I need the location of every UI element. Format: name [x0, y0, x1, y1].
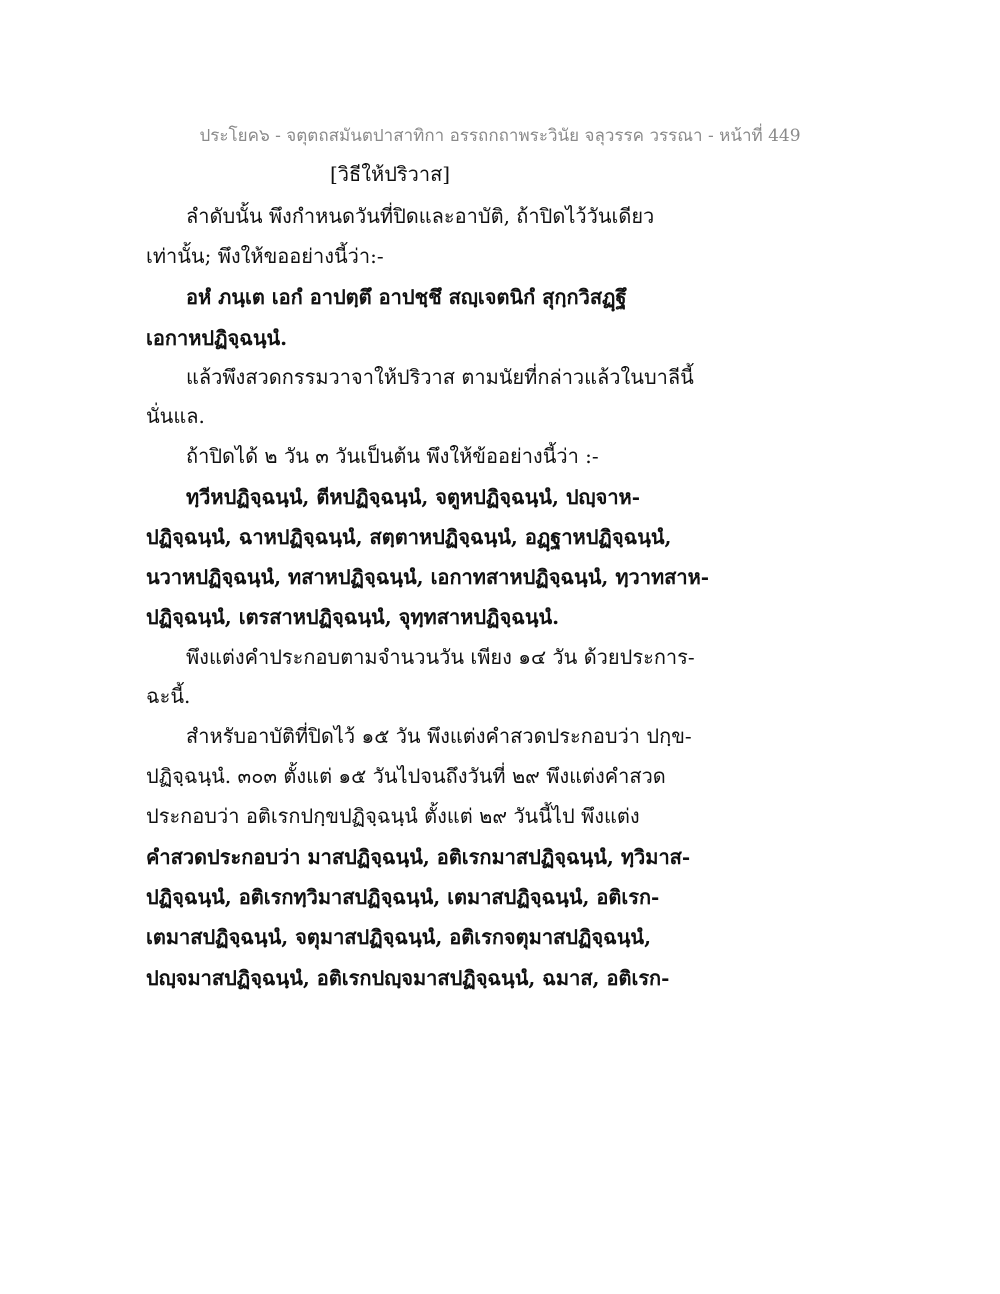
pali-line: ปฏิจฺฉนฺนํ, เตรสาหปฏิจฺฉนฺนํ, จุทฺทสาหปฏิจฺฉนฺนํ.: [146, 605, 560, 629]
pali-line: นวาหปฏิจฺฉนฺนํ, ทสาหปฏิจฺฉนฺนํ, เอกาทสาหปฏิจฺฉนฺนํ, ทฺวาทสาห-: [146, 565, 710, 589]
pali-line: ทฺวีหปฏิจฺฉนฺนํ, ตีหปฏิจฺฉนฺนํ, จตูหปฏิจฺฉนฺนํ, ปญฺจาห-: [186, 485, 641, 509]
body-line: นั่นแล.: [146, 404, 205, 428]
pali-line: เตมาสปฏิจฺฉนฺนํ, จตุมาสปฏิจฺฉนฺนํ, อติเรกจตุมาสปฏิจฺฉนฺนํ,: [146, 925, 652, 949]
section-title: [วิธีให้ปริวาส]: [330, 162, 451, 186]
body-line: สำหรับอาบัติที่ปิดไว้ ๑๕ วัน พึงแต่งคำสวดประกอบว่า ปกฺข-: [186, 724, 692, 748]
pali-line: ปญฺจมาสปฏิจฺฉนฺนํ, อติเรกปญฺจมาสปฏิจฺฉนฺนํ, ฉมาส, อติเรก-: [146, 966, 670, 990]
body-line: แล้วพึงสวดกรรมวาจาให้ปริวาส ตามนัยที่กล่าวแล้วในบาลีนี้: [186, 365, 694, 389]
pali-line: อหํ ภนฺเต เอกํ อาปตฺตึ อาปชฺชึ สญฺเจตนิกํ สุกฺกวิสฏฺฐึ: [186, 285, 627, 309]
body-line: พึงแต่งคำประกอบตามจำนวนวัน เพียง ๑๔ วัน ด้วยประการ-: [186, 645, 695, 669]
body-line: ถ้าปิดได้ ๒ วัน ๓ วันเป็นต้น พึงให้ข้ออย่างนี้ว่า :-: [186, 444, 599, 468]
pali-line: เอกาหปฏิจฺฉนฺนํ.: [146, 326, 288, 350]
pali-line: ปฏิจฺฉนฺนํ, อติเรกทฺวิมาสปฏิจฺฉนฺนํ, เตมาสปฏิจฺฉนฺนํ, อติเรก-: [146, 885, 660, 909]
body-line: เท่านั้น; พึงให้ขออย่างนี้ว่า:-: [146, 244, 384, 268]
body-line: ปฏิจฺฉนฺนํ. ๓๐๓ ตั้งแต่ ๑๕ วันไปจนถึงวันที่ ๒๙ พึงแต่งคำสวด: [146, 764, 666, 788]
body-line: ฉะนี้.: [146, 684, 191, 708]
body-line: ลำดับนั้น พึงกำหนดวันที่ปิดและอาบัติ, ถ้าปิดไว้วันเดียว: [186, 204, 655, 228]
body-line: ประกอบว่า อติเรกปกฺขปฏิจฺฉนฺนํ ตั้งแต่ ๒๙ วันนี้ไป พึงแต่ง: [146, 804, 640, 828]
pali-line: ปฏิจฺฉนฺนํ, ฉาหปฏิจฺฉนฺนํ, สตฺตาหปฏิจฺฉนฺนํ, อฏฺฐาหปฏิจฺฉนฺนํ,: [146, 525, 672, 549]
running-header: ประโยค๖ - จตุตถสมันตปาสาทิกา อรรถกถาพระวินัย จลุวรรค วรรณา - หน้าที่ 449: [199, 126, 801, 146]
pali-line: คำสวดประกอบว่า มาสปฏิจฺฉนฺนํ, อติเรกมาสปฏิจฺฉนฺนํ, ทฺวิมาส-: [146, 845, 691, 869]
